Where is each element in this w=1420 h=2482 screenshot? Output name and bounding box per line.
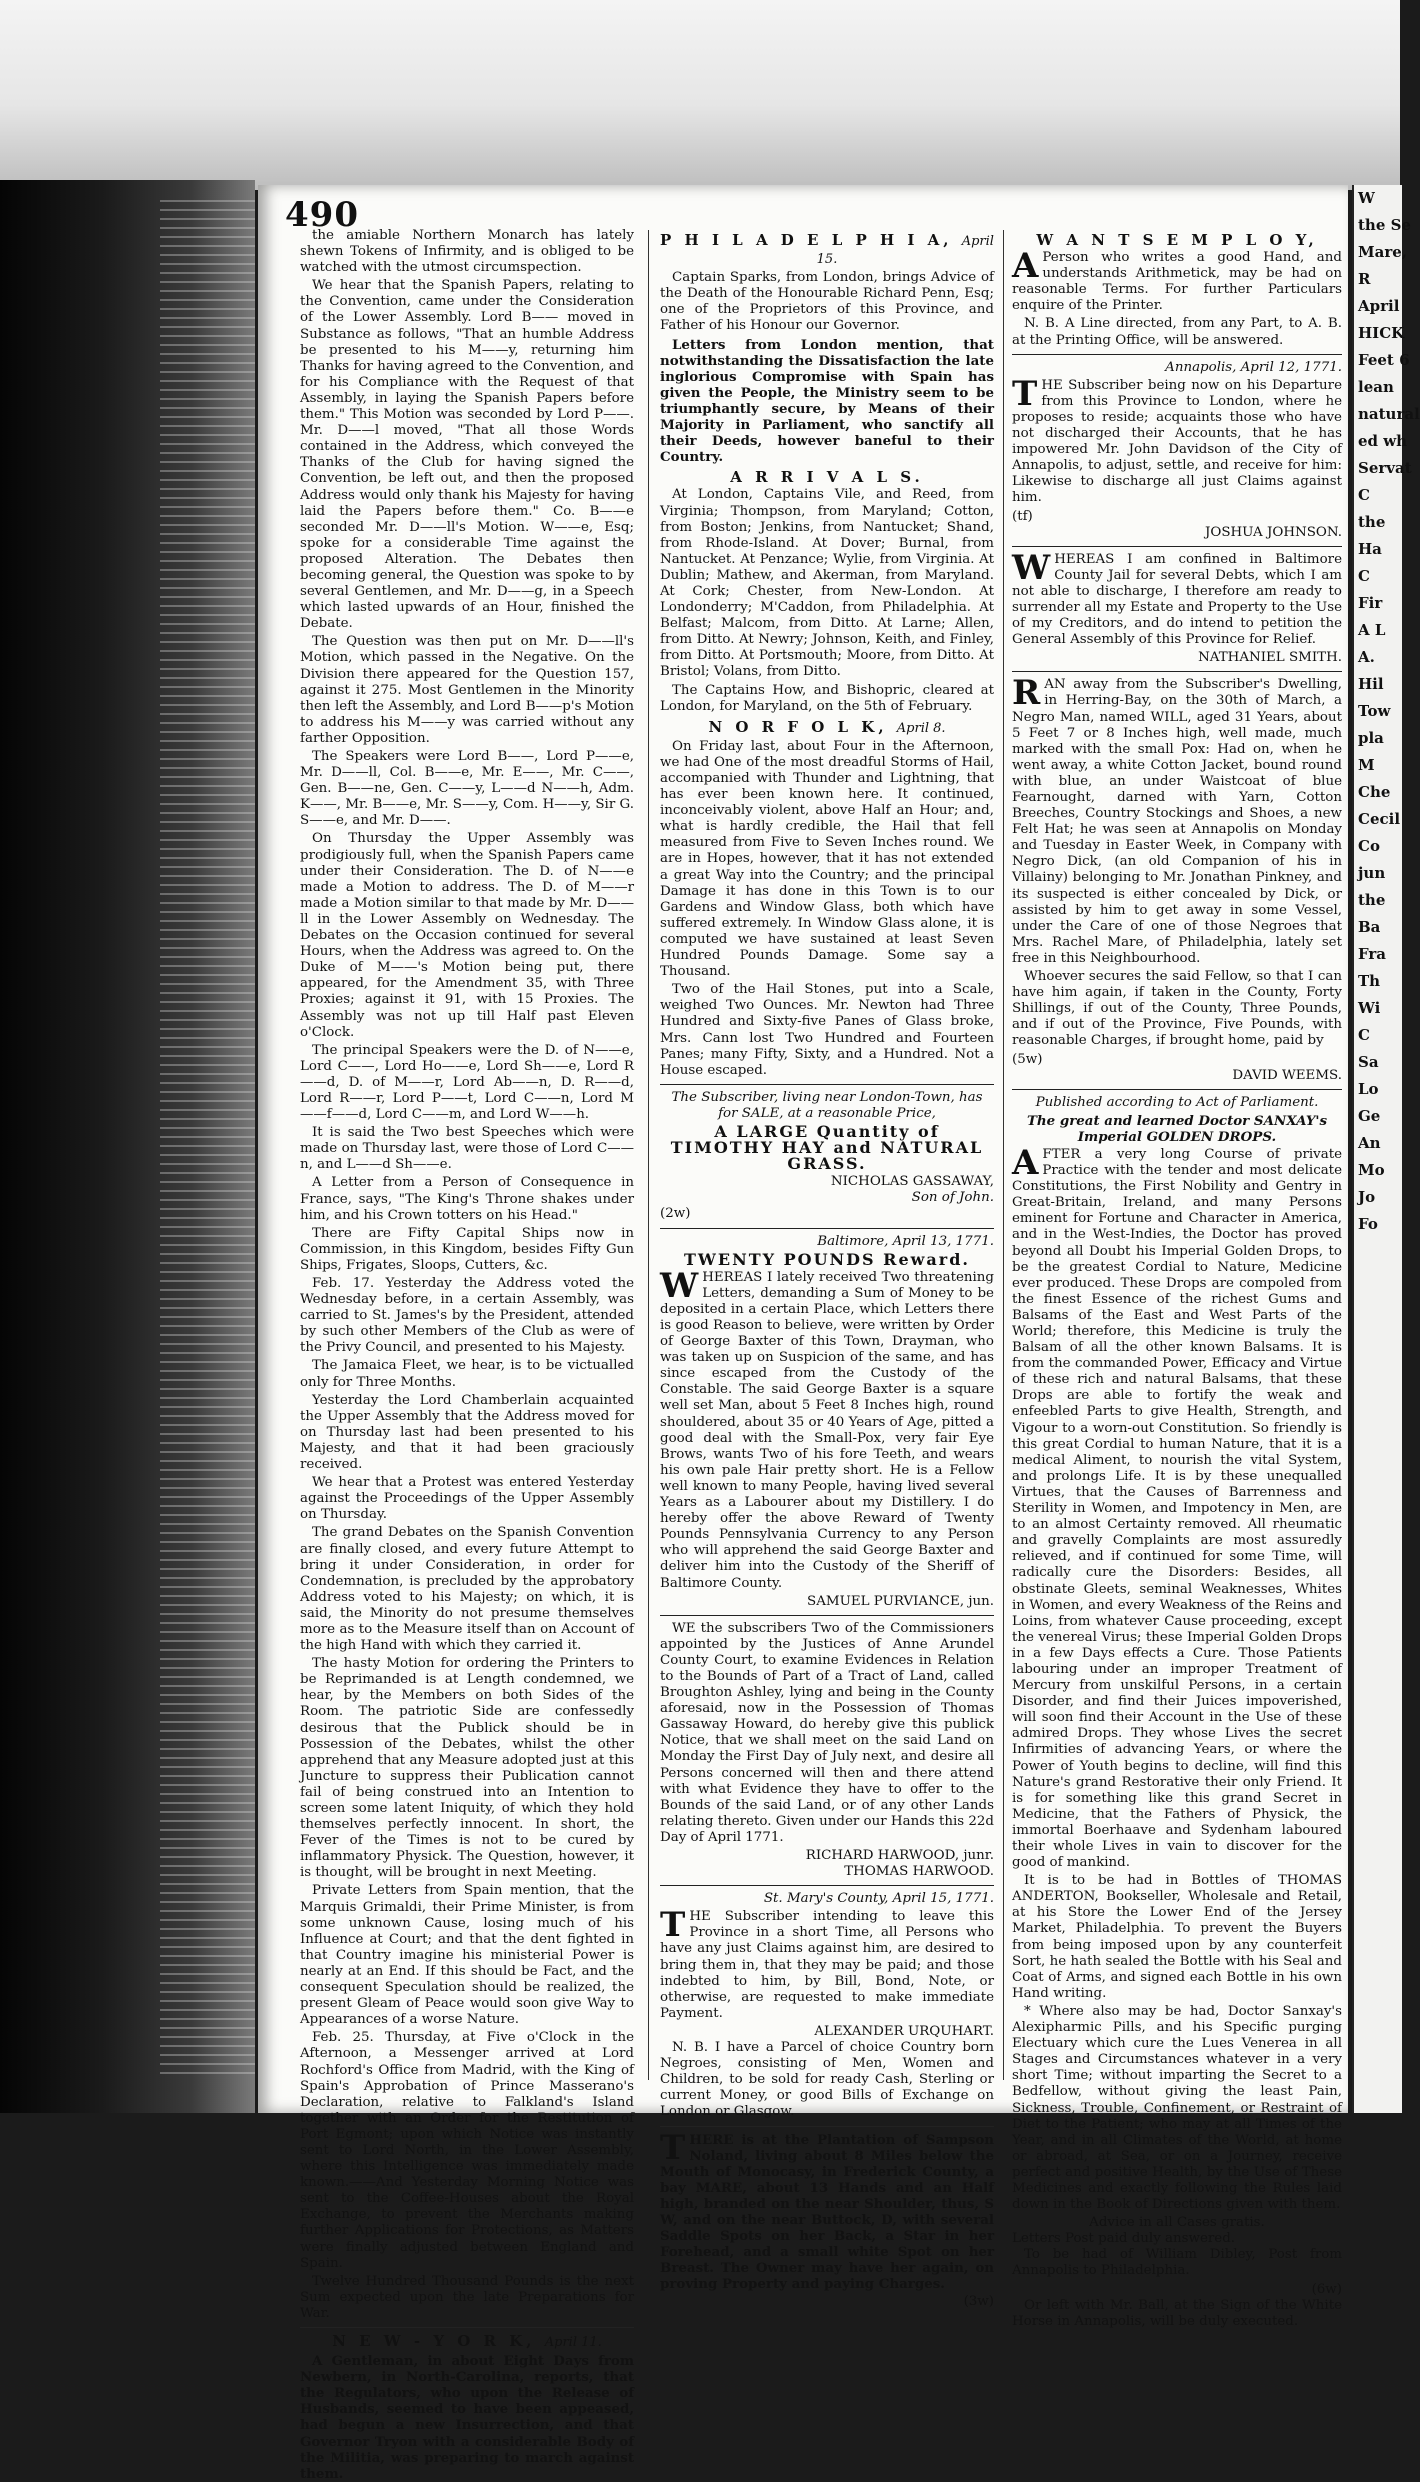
ad-dateline: Baltimore, April 13, 1771. <box>817 1233 994 1249</box>
ad-twenty-pounds-reward <box>660 1234 994 1610</box>
ad-runaway <box>1012 673 1342 1083</box>
column-1-paragraph: It is said the Two best Speeches which were made on Thursday last, were those of Lord C——n, and L——d Sh——e. <box>300 1125 634 1173</box>
adjacent-page-text: An <box>1358 1134 1381 1152</box>
newyork-heading: N E W - Y O R K, April 11. <box>332 2332 602 2350</box>
adjacent-page-text: HICK <box>1358 324 1405 342</box>
adjacent-page-text: C <box>1358 567 1370 585</box>
scan-background-top <box>0 0 1400 190</box>
page-number: 490 <box>285 195 359 235</box>
ad-code: (5w) <box>1012 1051 1043 1067</box>
column-1-paragraph: There are Fifty Capital Ships now in Commission, in this Kingdom, besides Fifty Gun Ships, Frigates, Sloops, Cutters, &c. <box>300 1225 634 1273</box>
ad-body: WHEREAS I am confined in Baltimore County Jail for several Debts, which I am not able to discharge, I therefore am ready to surrender all my Estate and Property to the Use of my Creditors, and do intend to petition the General Assembly of this Province for Relief. <box>1012 547 1342 648</box>
adjacent-page-text: the <box>1358 891 1386 909</box>
ad-signature: DAVID WEEMS. <box>1232 1067 1342 1083</box>
adjacent-page-text: Ge <box>1358 1107 1381 1125</box>
ad-timothy-hay <box>660 1090 994 1223</box>
ad-signature: RICHARD HARWOOD, junr. <box>805 1848 994 1863</box>
divider <box>660 2126 994 2127</box>
ad-signature: NATHANIEL SMITH. <box>1198 650 1342 666</box>
adjacent-page-text: Lo <box>1358 1080 1379 1098</box>
adjacent-page-text: the Se <box>1358 216 1411 234</box>
ad-headline: TWENTY POUNDS Reward. <box>684 1249 970 1269</box>
ad-joshua-johnson <box>1012 360 1342 541</box>
norfolk-text: On Friday last, about Four in the Afternoon, we had One of the most dreadful Storms of Hail, accompanied with Thunder and Lightning, that has ever been known here. It continued, inconceivably violent, above Half an Hour; and, what is hardly credible, the Hail that fell measured from Five to Seven Inches round. We are in Hopes, however, that it has not extended a great Way into the Country; and the principal Damage it has done in this Town is to our Gardens and Window Glass, both which have suffered extremely. In Window Glass alone, it is computed we have sustained at least Seven Hundred Pounds Damage. Some say a Thousand. <box>660 738 994 980</box>
ad-body: AFTER a very long Course of private Practice with the tender and most delicate Constitutions, the First Nobility and Gentry in Great-Britain, Ireland, and many Persons eminent for Fortune and Character in America, and in the West-Indies, the Doctor has proved beyond all Doubt his Imperial Golden Drops, to be the greatest Cordial to Nature, Medicine ever produced. These Drops are compoled from the finest Essence of the richest Gums and Balsams of the East and West Parts of the World; therefore, this Medicine is truly the Balsam of all the other known Balsams. It is from the commanded Power, Efficacy and Virtue of these rich and natural Balsams, that these Drops are able to fortify the weak and enfeebled Parts to give Health, Strength, and Vigour to a worn-out Constitution. So friendly is this great Cordial to human Nature, that it is a medical Aliment, to nourish the vital System, and prolongs Life. It is by these unequalled Virtues, that the Causes of Barrenness and Sterility in Women, and Impotency in Men, are to an almost Certainty removed. All rheumatic and gravelly Complaints are most assuredly relieved, and if continued for some Time, will radically cure the Disorders: Besides, all obstinate Gleets, seminal Weaknesses, Whites in Women, and every Weakness of the Reins and Loins, from whatever Cause proceeding, except the venereal Virus; these Imperial Golden Drops in a few Days effects a Cure. Those Patients labouring under an improper Treatment of Mercury from unskilful Persons, in a certain Disorder, and find their Juices impoverished, will soon find their Account in the Use of these admired Drops. They whose Lives the secret Infirmities of advancing Years, or where the Power of Youth begins to decline, will find this Nature's grand Restorative their only Friend. It is for something like this grand Secret in Medicine, that the Fathers of Physick, the immortal Boerhaave and Sydenham laboured their whole Lives in vain to discover for the good of mankind. <box>1012 1142 1342 1871</box>
divider <box>660 1885 994 1886</box>
ad-bay-mare <box>660 2127 994 2311</box>
adjacent-page-text: Servat <box>1358 459 1412 477</box>
divider <box>1012 671 1342 672</box>
ad-body: WE the subscribers Two of the Commissioners appointed by the Justices of Anne Arundel County Court, to examine Evidences in Relation to the Bounds of Part of a Tract of Land, called Broughton Ashley, lying and being in the County aforesaid, now in the Possession of Thomas Gassaway Howard, do hereby give this publick Notice, that we shall meet on the said Land on Monday the First Day of July next, and desire all Persons concerned will then and there attend with what Evidence they have to offer to the Bounds of the said Land, or of any other Lands relating thereto. Given under our Hands this 22d Day of April 1771. <box>660 1620 994 1845</box>
adjacent-page-text: April <box>1358 297 1400 315</box>
adjacent-page-text: A L <box>1358 621 1386 639</box>
ad-body: APerson who writes a good Hand, and understands Arithmetick, may be had on reasonable Terms. For further Particulars enquire of the Printer. <box>1012 246 1342 314</box>
ad-signature: NICHOLAS GASSAWAY, <box>830 1174 994 1190</box>
ad-body-2: It is to be had in Bottles of THOMAS ANDERTON, Bookseller, Wholesale and Retail, at his Store the Lower End of the Jersey Market, Philadelphia. To prevent the Buyers from being imposed upon by any counterfeit Sort, he hath sealed the Bottle with his Seal and Coat of Arms, and signed each Bottle in his own Hand writing. <box>1012 1873 1342 2001</box>
adjacent-page-text: Ha <box>1358 540 1382 558</box>
arrivals-heading: A R R I V A L S. <box>730 468 924 487</box>
adjacent-page-text: Fo <box>1358 1215 1378 1233</box>
adjacent-page-text: Tow <box>1358 702 1391 720</box>
column-1-paragraph: On Thursday the Upper Assembly was prodigiously full, when the Spanish Papers came under their Consideration. The D. of N——e made a Motion to address. The D. of M——r made a Motion similar to that made by Mr. D——ll in the Lower Assembly on Wednesday. The Debates on the Occasion continued for several Hours, when the Address was agreed to. On the Duke of M——'s Motion being put, there appeared, for the Amendment 35, with Three Proxies; against it 91, with 15 Proxies. The Assembly was not up till Half past Eleven o'Clock. <box>300 831 634 1040</box>
ad-intro: Published according to Act of Parliament. <box>1035 1094 1319 1110</box>
ad-headline: A LARGE Quantity of TIMOTHY HAY and NATURAL GRASS. <box>670 1121 984 1174</box>
column-1-paragraph: We hear that the Spanish Papers, relating to the Convention, came under the Consideration of the Lower Assembly. Lord B—— moved in Substance as follows, "That an humble Address be presented to his M——y, returning him Thanks for having agreed to the Convention, and for his Compliance with the Request of that Assembly, in laying the Spanish Papers before them." This Motion was seconded by Lord P——. Mr. D——l moved, "That all those Words contained in the Address, which conveyed the Thanks of the Club for having signed the Convention, be left out, and then the proposed Address would only thank his Majesty for having laid the Papers before them." Co. B——e seconded Mr. D——ll's Motion. W——e, Esq; spoke for a considerable Time against the proposed Alteration. The Debates then becoming general, the Question was spoke to by several Gentlemen, and Mr. D——g, in a Speech which lasted upwards of an Hour, finished the Debate. <box>300 278 634 632</box>
column-1-paragraph: A Letter from a Person of Consequence in France, says, "The King's Throne shakes under him, and his Crown totters on his Head." <box>300 1175 634 1223</box>
ad-note: N. B. A Line directed, from any Part, to A. B. at the Printing Office, will be answered. <box>1012 316 1342 348</box>
ad-code: (3w) <box>963 2294 994 2310</box>
ad-code: (2w) <box>660 1206 691 1222</box>
page-edges <box>160 200 255 2080</box>
adjacent-page-text: W <box>1358 189 1375 207</box>
adjacent-page-text: Mare, <box>1358 243 1407 261</box>
adjacent-page-text: Mo <box>1358 1161 1385 1179</box>
column-1-paragraph: The hasty Motion for ordering the Printers to be Reprimanded is at Length condemned, we hear, by the Members on both Sides of the Room. The patriotic Side are confessedly desirous that the Publick should be in Possession of the Debates, whilst the other apprehend that any Measure adopted just at this Juncture to suppress their Publication cannot fail of being construed into an Intention to screen some latent Iniquity, of which they hold themselves perfectly innocent. In short, the Fever of the Times is not to be cured by inflammatory Physick. The Question, however, it is thought, will be brought in next Meeting. <box>300 1656 634 1881</box>
adjacent-page-text: Cecil <box>1358 810 1401 828</box>
ad-dateline: Annapolis, April 12, 1771. <box>1165 359 1342 375</box>
ad-intro: The Subscriber, living near London-Town, has for SALE, at a reasonable Price, <box>671 1089 983 1121</box>
newyork-text: A Gentleman, in about Eight Days from Newbern, in North-Carolina, reports, that the Regulators, who upon the Release of Husbands, seemed to have been appeased, had begun a new Insurrection, and that Governor Tryon with a considerable Body of the Militia, was preparing to march against them. <box>300 2353 634 2482</box>
column-1-paragraph: The grand Debates on the Spanish Convention are finally closed, and every future Attempt to bring it under Consideration, in order for Condemnation, is precluded by the approbatory Address voted to his Majesty; on which, it is said, the Minority do not presume themselves more as to the Measure itself than on Account of the high Hand with which they carried it. <box>300 1525 634 1654</box>
adjacent-page-text: C <box>1358 1026 1370 1044</box>
column-1-paragraph: Private Letters from Spain mention, that the Marquis Grimaldi, their Prime Minister, is from some unknown Cause, losing much of his Influence at Court; and that the dent fighted in that Country imagine his ministerial Power is nearly at an End. If this should be Fact, and the consequent Speculation should be realized, the present Gleam of Peace would soon give Way to Appearances of a worse Nature. <box>300 1883 634 2028</box>
column-1-paragraph: Yesterday the Lord Chamberlain acquainted the Upper Assembly that the Address moved for on Thursday last had been presented to his Majesty, and that it had been graciously received. <box>300 1392 634 1473</box>
column-rule <box>1003 230 1004 2080</box>
adjacent-page-fragment <box>1352 185 1420 2113</box>
column-1-paragraph: The Jamaica Fleet, we hear, is to be victualled only for Three Months. <box>300 1358 634 1390</box>
ad-signature-2: THOMAS HARWOOD. <box>844 1864 994 1880</box>
norfolk-text-2: Two of the Hail Stones, put into a Scale, weighed Two Ounces. Mr. Newton had Three Hundred and Sixty-five Panes of Glass broke, Mrs. Cann lost Two Hundred and Fourteen Panes; many Fifty, Sixty, and a Hundred. Not a House escaped. <box>660 982 994 1078</box>
ad-note-4: Or left with Mr. Ball, at the Sign of the White Horse in Annapolis, will be duly executed. <box>1012 2297 1342 2329</box>
norfolk-heading: N O R F O L K, April 8. <box>708 717 946 736</box>
column-1-paragraph: The Question was then put on Mr. D——ll's Motion, which passed in the Negative. On the Division there appeared for the Question 157, against it 275. Most Gentlemen in the Minority then left the Assembly, and Lord B——p's Motion to address his M——y was carried without any farther Opposition. <box>300 634 634 746</box>
adjacent-page-text: pla <box>1358 729 1384 747</box>
adjacent-page-text: Fra <box>1358 945 1387 963</box>
ad-nathaniel-smith <box>1012 547 1342 667</box>
ad-commissioners <box>660 1621 994 1881</box>
ad-note: Advice in all Cases gratis. <box>1089 2215 1265 2231</box>
ad-signature: SAMUEL PURVIANCE, jun. <box>807 1593 994 1609</box>
ad-dateline: St. Mary's County, April 15, 1771. <box>763 1891 994 1907</box>
ad-body-3: * Where also may be had, Doctor Sanxay's Alexipharmic Pills, and his Specific purging Electuary which cure the Lues Venerea in all Stages and Circumstances whatever in a very short Time; without imparting the Secret to a Bedfellow, without giving the least Pain, Sickness, Trouble, Confinement, or Restraint of Diet to the Patient; who may at all Times of the Year, and in all Climates of the World, at home or abroad, at Sea, or on a Journey, receive perfect and positive Health, by the Use of These Medicines and exactly following the Rules laid down in the Book of Directions given with them. <box>1012 2003 1342 2213</box>
ad-body: WHEREAS I lately received Two threatening Letters, demanding a Sum of Money to be deposited in a certain Place, which Letters there is good Reason to believe, were written by Order of George Baxter of this Town, Drayman, who was taken up on Suspicion of the same, and has since escaped from the Custody of the Constable. The said George Baxter is a square well set Man, about 5 Feet 8 Inches high, round shouldered, about 35 or 40 Years of Age, pitted a good deal with the Small-Pox, very fair Eye Brows, wants Two of his fore Teeth, and wears his own pale Hair pretty short. He is a Fellow well known to many People, having lived several Years as a Labourer about my Distillery. I do hereby offer the above Reward of Twenty Pounds Pennsylvania Currency to any Person who will apprehend the said George Baxter and deliver him into the Custody of the Sheriff of Baltimore County. <box>660 1265 994 1591</box>
column-1-paragraph: the amiable Northern Monarch has lately shewn Tokens of Infirmity, and is obliged to be watched with the utmost circumspection. <box>300 228 634 276</box>
divider <box>1012 546 1342 547</box>
column-1-paragraph: The Speakers were Lord B——, Lord P——e, Mr. D——ll, Col. B——e, Mr. E——, Mr. C——, Gen. B——ne, Gen. C——y, L——d N——h, Adm. K——, Mr. B——e, Mr. S——y, Com. H——y, Sir G. S——e, and Mr. D——. <box>300 749 634 829</box>
column-1-paragraphs <box>300 228 634 2322</box>
ad-body: THE Subscriber being now on his Departure from this Province to London, where he proposes to reside; acquaints those who have not discharged their Accounts, that he has impowered Mr. John Davidson of the City of Annapolis, to adjust, settle, and receive for him: Likewise to discharge all just Claims against him. <box>1012 373 1342 506</box>
adjacent-page-text: Co <box>1358 837 1380 855</box>
divider <box>660 1615 994 1616</box>
arrivals-text: At London, Captains Vile, and Reed, from Virginia; Thompson, from Maryland; Cotton, from Boston; Jenkins, from Nantucket; Shand, from Rhode-Island. At Dover; Burnal, from Nantucket. At Penzance; Wylie, from Virginia. At Dublin; Mathew, and Akerman, from Maryland. At Cork; Chester, from New-London. At Londonderry; M'Caddon, from Philadelphia. At Belfast; Malcom, from Ditto. At Larne; Allen, from Ditto. At Newry; Johnson, Keith, and Finley, from Ditto. At Portsmouth; Moore, from Ditto. At Bristol; Volans, from Ditto. <box>660 487 994 680</box>
ad-note-3: To be had of William Dibley, Post from Annapolis to Philadelphia. <box>1012 2247 1342 2279</box>
column-rule <box>648 230 649 2080</box>
adjacent-page-text: Wi <box>1358 999 1381 1017</box>
divider <box>660 1084 994 1085</box>
column-1-paragraph: We hear that a Protest was entered Yesterday against the Proceedings of the Upper Assembly on Thursday. <box>300 1475 634 1523</box>
divider <box>1012 1089 1342 1090</box>
column-1-paragraph: Twelve Hundred Thousand Pounds is the next Sum expected upon the late Preparations for War. <box>300 2273 634 2321</box>
ad-body-2: Whoever secures the said Fellow, so that I can have him again, if taken in the County, Forty Shillings, if out of the County, Three Pounds, and if out of the Province, Five Pounds, with reasonable Charges, if brought home, paid by <box>1012 969 1342 1049</box>
ad-headline: W A N T S E M P L O Y, <box>1036 231 1318 249</box>
divider <box>660 1228 994 1229</box>
ad-urquhart <box>660 1891 994 2120</box>
ad-wants-employ <box>1012 232 1342 349</box>
column-1 <box>300 228 634 2482</box>
ad-golden-drops <box>1012 1095 1342 2330</box>
ad-signature-2: Son of John. <box>911 1190 994 1206</box>
philadelphia-text-2: Letters from London mention, that notwithstanding the Dissatisfaction the late inglorious Compromise with Spain has given the People, the Ministry seem to be triumphantly secure, by Means of their Majority in Parliament, who sanctify all their Deeds, however baneful to their Country. <box>660 336 994 466</box>
adjacent-page-text: Hil <box>1358 675 1384 693</box>
ad-signature: ALEXANDER URQUHART. <box>814 2023 994 2039</box>
column-2 <box>660 228 994 2310</box>
ad-headline: The great and learned Doctor SANXAY's Imperial GOLDEN DROPS. <box>1026 1112 1328 1145</box>
column-1-paragraph: The principal Speakers were the D. of N——e, Lord C——, Lord Ho——e, Lord Sh——e, Lord R——d, D. of M——r, Lord Ab——n, D. R——d, Lord R——r, Lord P——t, Lord C——n, Lord M——f——d, Lord C——m, and Lord W——h. <box>300 1042 634 1123</box>
ad-code: (6w) <box>1311 2281 1342 2297</box>
adjacent-page-text: M <box>1358 756 1375 774</box>
column-1-paragraph: Feb. 25. Thursday, at Five o'Clock in the Afternoon, a Messenger arrived at Lord Rochford's Office from Madrid, with the King of Spain's Approbation of Prince Masserano's Declaration, relative to Falkland's Island together with an Order for the Restitution of Port Egmont; upon which Notice was instantly sent to Lord North, in the Lower Assembly, where this Intelligence was immediately made known.——And Yesterday Morning Notice was sent to the Coffee-Houses about the Royal Exchange, to prevent the Merchants making further Applications for Protections, as Matters were finally adjusted between England and Spain. <box>300 2030 634 2271</box>
adjacent-page-text: natural <box>1358 405 1420 423</box>
adjacent-page-text: Fir <box>1358 594 1383 612</box>
ad-note-2: Letters Post paid duly answered. <box>1012 2231 1236 2247</box>
adjacent-page-text: lean <box>1358 378 1394 396</box>
ad-body: THERE is at the Plantation of Sampson Noland, living about 8 Miles below the Mouth of Monocasy, in Frederick County, a bay MARE, about 13 Hands and an Half high, branded on the near Shoulder, thus, S W, and on the near Buttock, D, with several Saddle Spots on her Back, a Star in her Forehead, and a small white Spot on her Breast. The Owner may have her again, on proving Property and paying Charges. <box>660 2127 994 2293</box>
column-3 <box>1012 228 1342 2329</box>
adjacent-page-text: Feet 6 <box>1358 351 1410 369</box>
divider <box>300 2327 634 2328</box>
ad-body: THE Subscriber intending to leave this Province in a short Time, all Persons who have any just Claims against him, are desired to bring them in, that they may be paid; and those indebted to him, by Bill, Bond, Note, or otherwise, are requested to make immediate Payment. <box>660 1905 994 2021</box>
adjacent-page-text: ed wh <box>1358 432 1408 450</box>
adjacent-page-text: Che <box>1358 783 1391 801</box>
adjacent-page-text: Jo <box>1358 1188 1376 1206</box>
divider <box>1012 354 1342 355</box>
adjacent-page-text: jun <box>1358 864 1386 882</box>
ad-signature: JOSHUA JOHNSON. <box>1204 524 1342 540</box>
adjacent-page-text: C <box>1358 486 1370 504</box>
adjacent-page-text: Sa <box>1358 1053 1379 1071</box>
ad-code: (tf) <box>1012 508 1033 524</box>
adjacent-page-text: Th <box>1358 972 1381 990</box>
philadelphia-text: Captain Sparks, from London, brings Advice of the Death of the Honourable Richard Penn, Esq; one of the Proprietors of this Province, and Father of his Honour our Governor. <box>660 270 994 334</box>
adjacent-page-text: R <box>1358 270 1371 288</box>
ad-note: N. B. I have a Parcel of choice Country born Negroes, consisting of Men, Women and Children, to be sold for ready Cash, Sterling or current Money, or good Bills of Exchange on London or Glasgow. <box>660 2040 994 2120</box>
column-1-paragraph: Feb. 17. Yesterday the Address voted the Wednesday before, in a certain Assembly, was carried to St. James's by the President, attended by such other Members of the Club as were of the Privy Council, and presented to his Majesty. <box>300 1276 634 1356</box>
adjacent-page-text: the <box>1358 513 1386 531</box>
philadelphia-heading: P H I L A D E L P H I A, April 15. <box>660 231 994 268</box>
arrivals-text-2: The Captains How, and Bishopric, cleared at London, for Maryland, on the 5th of February. <box>660 682 994 714</box>
adjacent-page-text: A. <box>1358 648 1375 666</box>
ad-body: RAN away from the Subscriber's Dwelling, in Herring-Bay, on the 30th of March, a Negro Man, named WILL, aged 31 Years, about 5 Feet 7 or 8 Inches high, well made, much marked with the small Pox: Had on, when he went away, a white Cotton Jacket, bound round with blue, an under Waistcoat of blue Fearnought, darned with Yarn, Cotton Breeches, Country Stockings and Shoes, a new Felt Hat; he was seen at Annapolis on Monday and Tuesday in Easter Week, in Company with Negro Dick, (an old Companion of his in Villainy) belonging to Mr. Jonathan Pinkney, and its suspected is either concealed by Dick, or assisted by him to get away in some Vessel, under the Care of one of those Negroes that Mrs. Rachel Mare, of Philadelphia, lately set free in this Neighbourhood. <box>1012 673 1342 966</box>
adjacent-page-text: Ba <box>1358 918 1381 936</box>
